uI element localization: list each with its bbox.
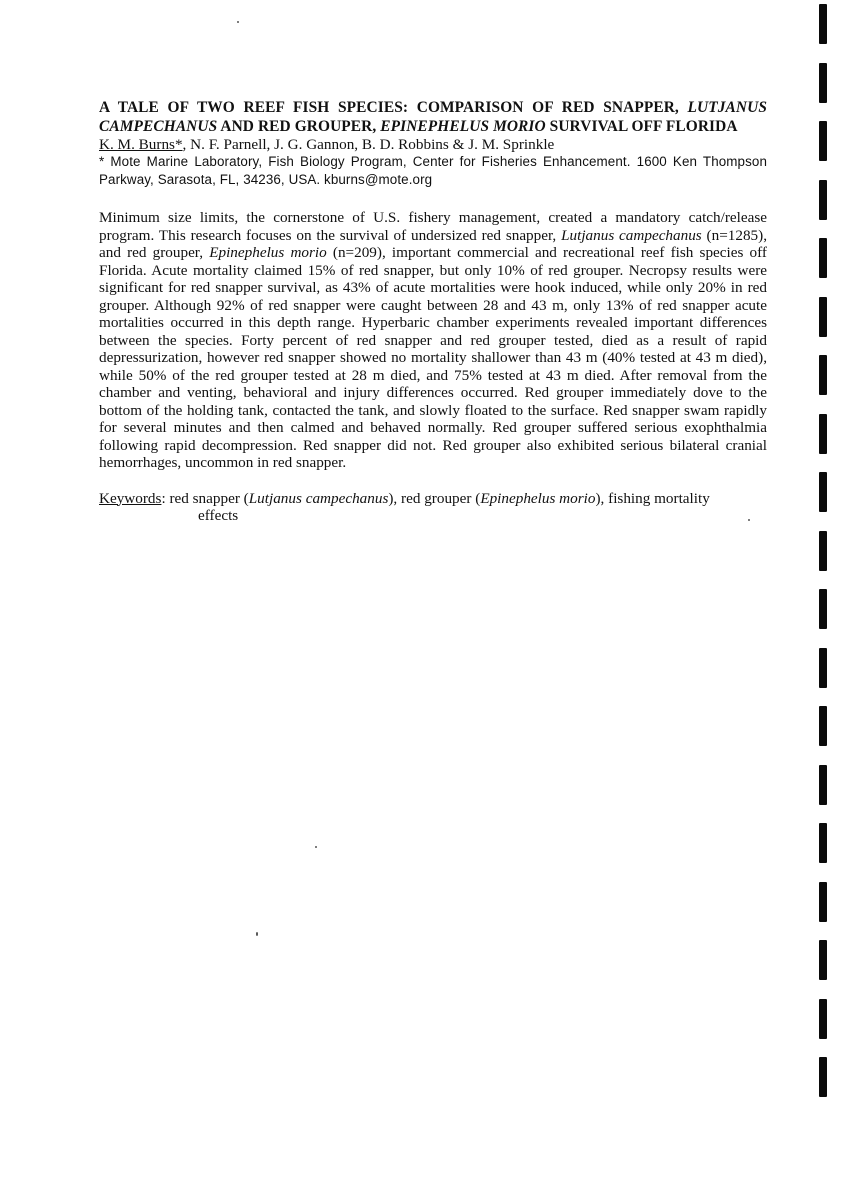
- binding-mark: [819, 706, 827, 746]
- binding-mark: [819, 882, 827, 922]
- binding-mark: [819, 940, 827, 980]
- abstract-body: [99, 209, 767, 472]
- abstract-text-1: Minimum size limits, the cornerstone of U.S. fishery management, created a mandatory catch/release program. This research focuses on the survival of undersized red snapper,: [99, 209, 767, 244]
- binding-mark: [819, 589, 827, 629]
- affiliation: * Mote Marine Laboratory, Fish Biology Program, Center for Fisheries Enhancement. 1600 Ken Thompson Parkway, Sarasota, FL, 34236, USA. kburns@mote.org: [99, 154, 767, 187]
- first-author: K. M. Burns*: [99, 136, 183, 153]
- binding-mark: [819, 238, 827, 278]
- title-text-1: A TALE OF TWO REEF FISH SPECIES: COMPARISON OF RED SNAPPER,: [99, 99, 688, 116]
- scan-speck: [256, 932, 258, 936]
- paper-title: [99, 98, 767, 136]
- keywords-label: Keywords: [99, 489, 162, 507]
- binding-mark: [819, 648, 827, 688]
- binding-mark: [819, 63, 827, 103]
- abstract-species-1: Lutjanus campechanus: [561, 226, 702, 244]
- binding-mark: [819, 765, 827, 805]
- binding-mark: [819, 531, 827, 571]
- binding-mark: [819, 4, 827, 44]
- title-text-3: SURVIVAL OFF FLORIDA: [545, 118, 738, 135]
- keywords-text-1: : red snapper (: [161, 489, 249, 507]
- keyword-species-1: Lutjanus campechanus: [248, 489, 389, 507]
- binding-mark: [819, 472, 827, 512]
- title-species-1: LUTJANUS CAMPECHANUS: [99, 99, 767, 135]
- keywords-line-2: effects: [198, 506, 239, 524]
- scan-speck: [315, 846, 317, 848]
- keywords-line-1: [99, 490, 767, 507]
- binding-mark: [819, 999, 827, 1039]
- keywords-section: [99, 490, 767, 524]
- scan-speck: [748, 519, 750, 521]
- binding-punch-marks: [819, 0, 828, 1200]
- keywords-text-2: ), red grouper (: [388, 489, 481, 507]
- binding-mark: [819, 121, 827, 161]
- binding-mark: [819, 823, 827, 863]
- binding-mark: [819, 414, 827, 454]
- abstract-species-2: Epinephelus morio: [209, 244, 327, 261]
- paper-abstract: [99, 98, 767, 524]
- binding-mark: [819, 355, 827, 395]
- scan-speck: [237, 21, 239, 23]
- co-authors: , N. F. Parnell, J. G. Gannon, B. D. Robbins & J. M. Sprinkle: [182, 136, 555, 153]
- abstract-text-3: (n=209), important commercial and recreational reef fish species off Florida. Acute mortality claimed 15% of red snapper, but only 10% of red grouper. Necropsy results were significant for red snapper survival, as 43% of acute mortalities were hook induced, while only 20% in red grouper. Although 92% of red snapper were caught between 28 and 43 m, only 13% of red snapper acute mortalities occurred in this depth range. Hyperbaric chamber experiments revealed important differences between the species. Forty percent of red snapper and red grouper tested, died as a result of rapid depressurization, however red snapper showed no mortality shallower than 43 m (40% tested at 43 m died), while 50% of the red grouper tested at 28 m died, and 75% tested at 43 m died. After removal from the chamber and venting, behavioral and injury differences occurred. Red grouper immediately dove to the bottom of the holding tank, contacted the tank, and slowly floated to the surface. Red snapper swam rapidly for several minutes and then calmed and behaved normally. Red grouper suffered serious exophthalmia following rapid decompression. Red snapper did not. Red grouper also exhibited serious bilateral cranial hemorrhages, uncommon in red snapper.: [99, 244, 767, 471]
- keyword-species-2: Epinephelus morio: [480, 489, 596, 507]
- binding-mark: [819, 1057, 827, 1097]
- abstract-text-2: (n=1285), and red grouper,: [99, 226, 767, 261]
- binding-mark: [819, 180, 827, 220]
- keywords-text-3: ), fishing mortality: [595, 489, 710, 507]
- binding-mark: [819, 297, 827, 337]
- title-text-2: AND RED GROUPER,: [217, 118, 381, 135]
- author-list: [99, 136, 767, 153]
- title-species-2: EPINEPHELUS MORIO: [380, 118, 546, 135]
